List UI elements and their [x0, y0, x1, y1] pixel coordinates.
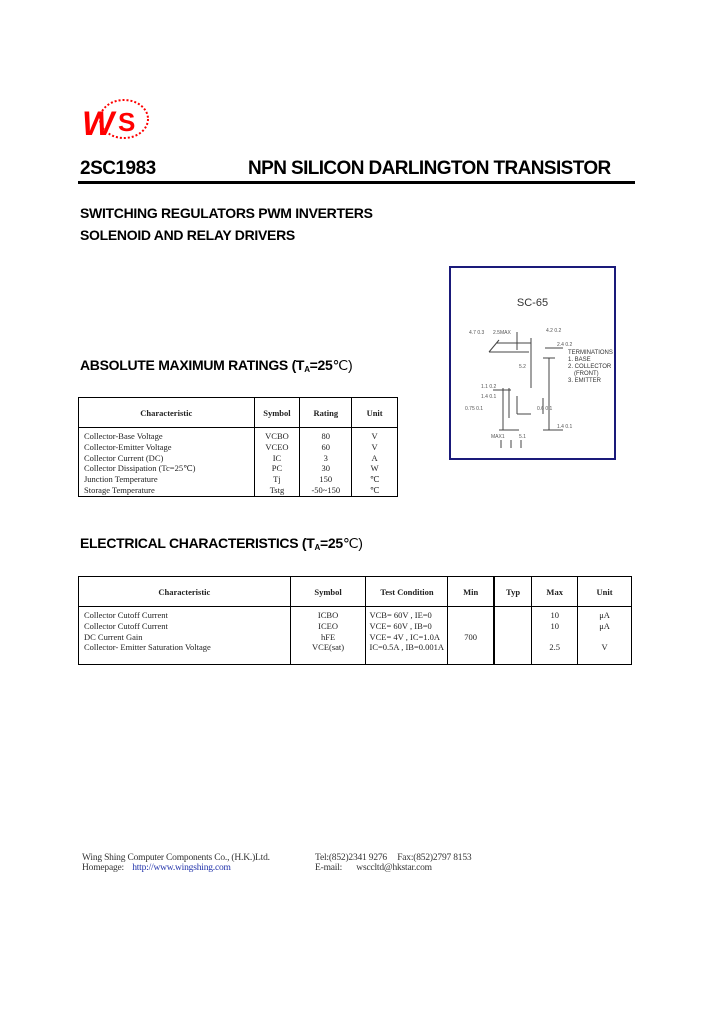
max-cell: 2.5	[532, 642, 578, 653]
symbol-cell: VCEO	[254, 442, 300, 453]
typ-cell	[494, 642, 532, 653]
table-header-row	[79, 577, 632, 607]
part-number: 2SC1983	[80, 158, 156, 179]
footer-contact-email	[315, 863, 432, 873]
svg-text:1.4 0.1: 1.4 0.1	[481, 394, 497, 400]
rating-cell: 150	[300, 474, 352, 485]
unit-cell: μA	[578, 607, 632, 621]
footer-company: Wing Shing Computer Components Co., (H.K.)Ltd.	[82, 853, 270, 863]
company-logo	[80, 97, 152, 143]
typ-cell	[494, 621, 532, 632]
min-cell: 700	[448, 632, 494, 643]
svg-text:W: W	[82, 105, 115, 143]
feature-line-1: SWITCHING REGULATORS PWM INVERTERS	[80, 205, 373, 221]
spacer-cell	[532, 653, 578, 664]
symbol-cell: hFE	[290, 632, 366, 643]
table-row	[79, 453, 398, 464]
terminal-item: 2. COLLECTOR	[568, 364, 612, 370]
svg-text:4.2 0.2: 4.2 0.2	[546, 328, 562, 334]
unit-cell: W	[352, 463, 398, 474]
characteristic-cell: Collector Dissipation (Tc=25℃)	[79, 463, 255, 474]
electrical-characteristics-heading: ELECTRICAL CHARACTERISTICS $(T_A=25℃)$	[80, 535, 363, 552]
condition-cell: VCB= 60V , IE=0	[366, 607, 448, 621]
condition-cell: IC=0.5A , IB=0.001A	[366, 642, 448, 653]
symbol-cell: ICBO	[290, 607, 366, 621]
rating-cell: 80	[300, 428, 352, 442]
table-row	[79, 632, 632, 643]
table-row	[79, 485, 398, 496]
characteristic-cell: Collector- Emitter Saturation Voltage	[79, 642, 291, 653]
feature-line-2: SOLENOID AND RELAY DRIVERS	[80, 227, 295, 243]
characteristic-cell: Storage Temperature	[79, 485, 255, 496]
table-header-row	[79, 398, 398, 428]
absolute-max-ratings-heading: ABSOLUTE MAXIMUM RATINGS $(T_A=25℃)$	[80, 357, 353, 374]
fax-number: Fax:(852)2797 8153	[397, 853, 472, 863]
svg-text:5.1: 5.1	[519, 434, 526, 440]
symbol-cell: ICEO	[290, 621, 366, 632]
package-outline-box	[449, 266, 616, 460]
column-header: Symbol	[290, 577, 366, 607]
unit-cell: ℃	[352, 485, 398, 496]
condition-cell: VCE= 4V , IC=1.0A	[366, 632, 448, 643]
table-row	[79, 642, 632, 653]
characteristic-cell: Collector Cutoff Current	[79, 621, 291, 632]
footer-homepage	[82, 863, 231, 873]
svg-text:1.1 0.2: 1.1 0.2	[481, 384, 497, 390]
symbol-cell: IC	[254, 453, 300, 464]
table-row-spacer	[79, 653, 632, 664]
terminal-item: (FRONT)	[574, 371, 599, 377]
phone-number: Tel:(852)2341 9276	[315, 853, 387, 863]
rating-cell: 30	[300, 463, 352, 474]
characteristic-cell: Collector Current (DC)	[79, 453, 255, 464]
svg-text:MAX1: MAX1	[491, 434, 505, 440]
product-title: NPN SILICON DARLINGTON TRANSISTOR	[248, 158, 611, 179]
spacer-cell	[290, 653, 366, 664]
email-address[interactable]: wsccltd@hkstar.com	[356, 863, 432, 873]
unit-cell: V	[578, 642, 632, 653]
ws-logo-icon	[80, 97, 152, 143]
terminal-list	[568, 350, 613, 385]
footer-contact-phone	[315, 853, 471, 863]
svg-text:5.2: 5.2	[519, 364, 526, 370]
symbol-cell: PC	[254, 463, 300, 474]
table-row	[79, 463, 398, 474]
symbol-cell: VCBO	[254, 428, 300, 442]
unit-cell: ℃	[352, 474, 398, 485]
spacer-cell	[448, 653, 494, 664]
characteristic-cell: Collector-Base Voltage	[79, 428, 255, 442]
unit-cell: V	[352, 428, 398, 442]
characteristic-cell: Junction Temperature	[79, 474, 255, 485]
homepage-link[interactable]: http://www.wingshing.com	[132, 863, 231, 873]
column-header: Max	[532, 577, 578, 607]
svg-text:0.6 0.1: 0.6 0.1	[537, 406, 553, 412]
svg-text:0.75 0.1: 0.75 0.1	[465, 406, 484, 412]
table-row	[79, 474, 398, 485]
column-header: Typ	[494, 577, 532, 607]
spacer-cell	[366, 653, 448, 664]
absolute-max-ratings-table	[78, 397, 398, 497]
column-header: Unit	[352, 398, 398, 428]
rating-cell: -50~150	[300, 485, 352, 496]
svg-text:S: S	[118, 107, 136, 137]
spacer-cell	[494, 653, 532, 664]
column-header: Test Condition	[366, 577, 448, 607]
min-cell	[448, 642, 494, 653]
table-row	[79, 607, 632, 621]
column-header: Characteristic	[79, 577, 291, 607]
max-cell	[532, 632, 578, 643]
unit-cell	[578, 632, 632, 643]
characteristic-cell: DC Current Gain	[79, 632, 291, 643]
symbol-cell: Tj	[254, 474, 300, 485]
max-cell: 10	[532, 607, 578, 621]
svg-text:1.4 0.1: 1.4 0.1	[557, 424, 573, 430]
min-cell	[448, 607, 494, 621]
terminal-item: 1. BASE	[568, 357, 591, 363]
characteristic-cell: Collector-Emitter Voltage	[79, 442, 255, 453]
package-name: SC-65	[516, 297, 549, 309]
unit-cell: V	[352, 442, 398, 453]
unit-cell: μA	[578, 621, 632, 632]
rating-cell: 3	[300, 453, 352, 464]
characteristic-cell: Collector Cutoff Current	[79, 607, 291, 621]
table-row	[79, 442, 398, 453]
email-label: E-mail:	[315, 863, 343, 873]
typ-cell	[494, 607, 532, 621]
column-header: Symbol	[254, 398, 300, 428]
svg-text:2.5MAX: 2.5MAX	[493, 330, 511, 336]
column-header: Unit	[578, 577, 632, 607]
min-cell	[448, 621, 494, 632]
symbol-cell: Tstg	[254, 485, 300, 496]
terminal-item: 3. EMITTER	[568, 378, 602, 384]
condition-cell: VCE= 60V , IB=0	[366, 621, 448, 632]
table-row	[79, 428, 398, 442]
svg-text:2.4 0.2: 2.4 0.2	[557, 342, 573, 348]
spacer-cell	[79, 653, 291, 664]
terminal-title: TERMINATIONS	[568, 350, 613, 356]
typ-cell	[494, 632, 532, 643]
spacer-cell	[578, 653, 632, 664]
column-header: Min	[448, 577, 494, 607]
rating-cell: 60	[300, 442, 352, 453]
title-divider	[78, 181, 635, 184]
svg-text:4.7 0.3: 4.7 0.3	[469, 330, 485, 336]
column-header: Characteristic	[79, 398, 255, 428]
column-header: Rating	[300, 398, 352, 428]
electrical-characteristics-table	[78, 576, 632, 665]
symbol-cell: VCE(sat)	[290, 642, 366, 653]
table-row	[79, 621, 632, 632]
homepage-label: Homepage:	[82, 863, 124, 873]
max-cell: 10	[532, 621, 578, 632]
unit-cell: A	[352, 453, 398, 464]
